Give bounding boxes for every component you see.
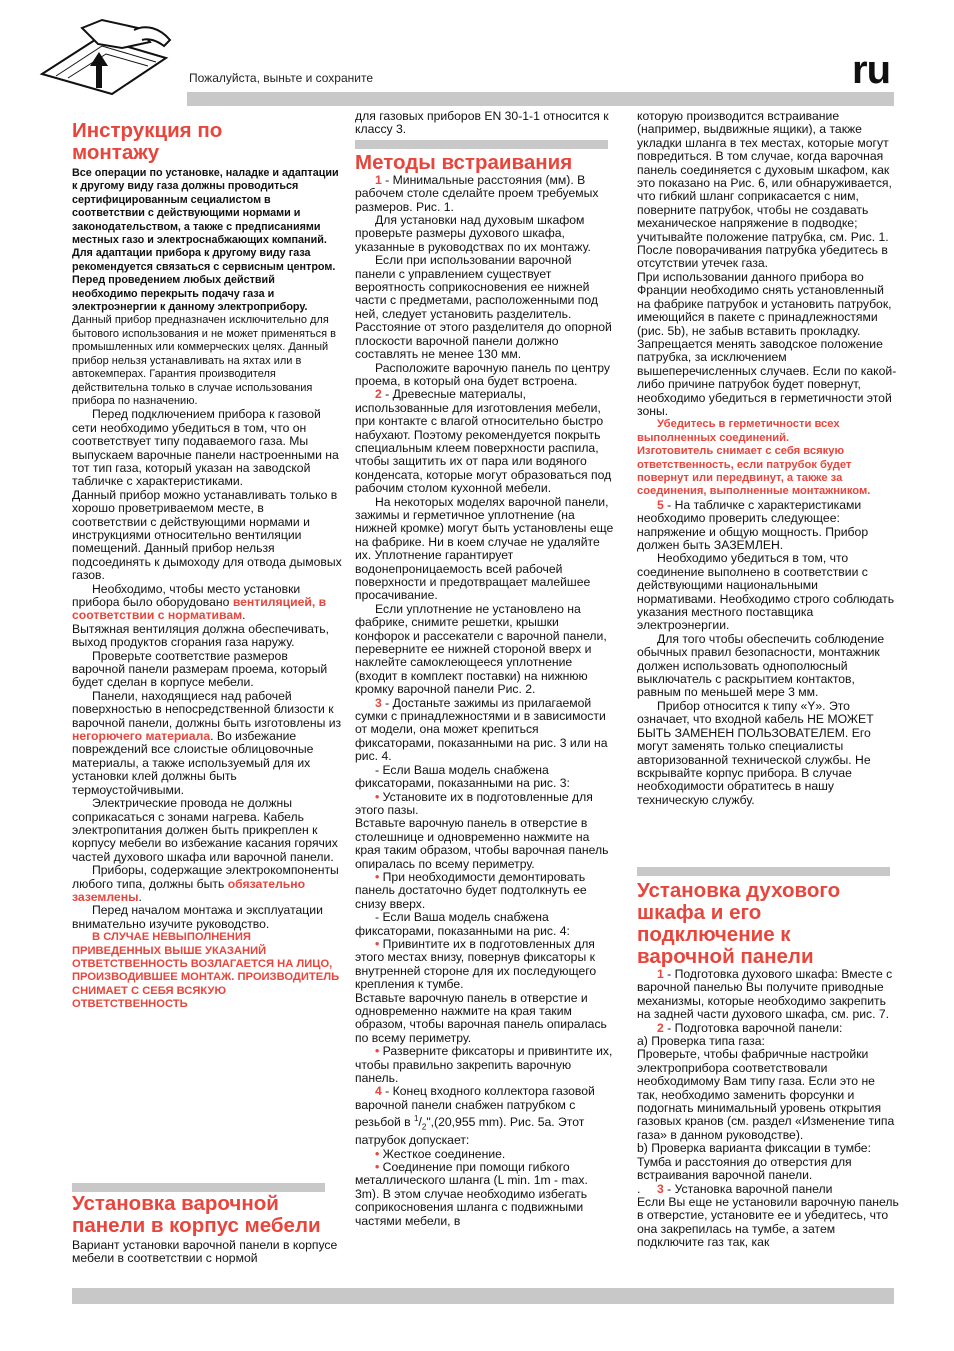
bottom-divider-bar <box>72 1288 894 1304</box>
language-code: ru <box>852 48 890 92</box>
fraction-denominator: 2 <box>421 1122 427 1132</box>
column-1 <box>72 120 342 1012</box>
text: При необходимости демонтировать панель достаточно будет подтолкнуть ее снизу вверх. <box>355 869 587 911</box>
bold-paragraph: Перед проведением любых действий необходимо перекрыть подачу газа и электроэнергии к данному электроприбору. <box>72 274 308 314</box>
paragraph: При использовании данного прибора во Франции необходимо снять установленный на фабрике патрубок и установить патрубок, имеющийся в пакете с принадлежностями (рис. 5b), не забыв вставить прокладку. <box>637 269 892 338</box>
warning-text: Убедитесь в герметичности всех выполненных соединений. <box>637 418 840 444</box>
paragraph <box>637 968 899 1022</box>
paragraph: Если при использовании варочной панели с управлением существует вероятность соприкосновения ее нижней части с предметами, расположенными под ней, следует установить разделитель. Расстояние от этого разделителя до опорной плоскости варочной панели должно составлять не менее 130 мм. <box>355 253 612 362</box>
paragraph: Проверьте соответствие размеров варочной панели размерам проема, который будет сделан в корпусе мебели. <box>72 648 328 690</box>
paragraph: 4 - Конец входного коллектора газовой варочной панели снабжен патрубком с резьбой в $^1/_2",(20,955$ mm). Рис. 5а. Этот патрубок допускает: <box>355 1084 595 1148</box>
paragraph <box>637 499 899 553</box>
hand-book-arrow-icon <box>38 18 178 101</box>
paragraph: Для того чтобы обеспечить соблюдение обычных правил безопасности, монтажник должен использовать однополюсный выключатель с раскрытием контактов, равным по меньшей мере 3 мм. <box>637 631 885 700</box>
text: . Во избежание повреждений все слоистые облицовочные материалы, а также используемый для их установки клей должны быть термоустойчивыми. <box>72 729 314 797</box>
paragraph <box>355 938 615 992</box>
step-number: 1 <box>375 172 382 187</box>
paragraph <box>355 697 615 764</box>
paragraph: Проверьте, чтобы фабричные настройки электроприбора соответствовали необходимому Вам типу газа. Если это не так, необходимо заменить форсунки и подогнать минимальный уровень открытия газовых кранов (см. раздел «Изменение типа газа» в данном руководстве). <box>637 1047 895 1142</box>
bold-paragraph: Все операции по установке, наладке и адаптации к другому виду газа должны проводиться сертифицированным сециалистом в соответствии с действующими нормами и законодательством, а также с предписаниями местных газо и электроснабжающих компаний. <box>72 167 339 247</box>
text: . <box>138 889 142 904</box>
text: Панели, находящиеся над рабочей поверхностью в непосредственной близости к варочной панели, должны быть изготовлены из <box>72 688 342 730</box>
paragraph: На некоторых моделях варочной панели, зажимы и герметичное уплотнение (на нижней кромке) могут быть установлены еще на фабрике. Ни в коем случае не удаляйте их. Уплотнение гарантирует водонепроницаемость всей рабочей поверхности и предотвращает малейшее просачивание. <box>355 494 614 603</box>
paragraph: Вариант установки варочной панели в корпусе мебели в соответствии с нормой <box>72 1238 338 1266</box>
paragraph: Необходимо убедиться в том, что соединение выполнено в соответствии с действующими национальными нормативами. Необходимо строго соблюдать указания местного поставщика электроэнергии. <box>637 551 895 633</box>
step-number: 2 <box>375 387 382 402</box>
paragraph: Если уплотнение не установлено на фабрике, снимите решетки, крышки конфорок и рассекатели с варочной панели, переверните ее нижней стороной вверх и наклейте самоклеющееся уплотнение (входит в комплект поставки) на нижнюю кромку варочной панели Рис. 2. <box>355 601 607 697</box>
bullet: • <box>375 1159 380 1174</box>
text: - Минимальные расстояния (мм). В рабочем столе сделайте проем требуемых размеров. Рис. 1. <box>355 172 599 214</box>
paragraph: Запрещается менять заводское положение патрубка, за исключением вышеперечисленных случаев. Если по какой-либо причине патрубок будет повернут, необходимо убедиться в герметичности этой зоны. <box>637 336 897 418</box>
paragraph <box>355 388 615 495</box>
section-divider <box>72 1183 325 1192</box>
fraction-numerator: 1 <box>414 1114 419 1124</box>
column-1-bottom <box>72 1193 342 1266</box>
text: - Конец входного коллектора газовой варочной панели снабжен патрубком с резьбой в <box>355 1084 595 1130</box>
paragraph: Данный прибор предназначен исключительно для бытового использования и не может применяться в промышленных или коммерческих целях. Данный прибор нельзя устанавливать на яхтах или в автокемперах. Гарантия производителя действительна только в случае использования прибора по назначению. <box>72 314 337 407</box>
column-2 <box>355 110 615 1228</box>
text: - Подготовка варочной панели: <box>663 1020 843 1035</box>
text: . <box>637 1181 641 1196</box>
paragraph: Для установки над духовым шкафом проверьте размеры духового шкафа, указанные в руководствах по их монтажу. <box>355 213 591 254</box>
bullet: • <box>375 1146 380 1161</box>
text: Жесткое соединение. <box>379 1146 506 1161</box>
text: Привинтите их в подготовленных для этого местах внизу, повернув фиксаторы к внутренней стороне для их последующего крепления к тумбе. <box>355 936 597 992</box>
text: . <box>242 608 246 623</box>
paragraph <box>72 690 342 797</box>
text: Установите их в подготовленные для этого пазы. <box>355 789 593 817</box>
text: Соединение при помощи гибкого металлического шланга (L min. 1m - max. 3m). В этом случае необходимо избегать соприкосновения шланга с подвижными частями мебели, в <box>355 1159 588 1228</box>
paragraph: Электрические провода не должны соприкасаться с зонами нагрева. Кабель электропитания должен быть прикреплен к корпусу мебели во избежание касания горячих частей духового шкафа или варочной панели. <box>72 796 338 864</box>
paragraph: Вставьте варочную панель в отверстие и одновременно нажмите на края таким образом, чтобы варочная панель опиралась по всему периметру. <box>355 990 607 1045</box>
text: ",(20,955 mm). Рис. 5а. Этот патрубок допускает: <box>355 1115 585 1148</box>
text: - Древесные материалы, использованные для изготовления мебели, при контакте с влагой относительно быстро набухают. Поэтому рекомендуется покрыть специальным клеем поверхности распила, чтобы защитить их от пара или водяного конденсата, которые могут образоваться под рабочим столом кухонной мебели. <box>355 387 612 496</box>
paragraph: Прибор относится к типу «Y». Это означает, что входной кабель НЕ МОЖЕТ БЫТЬ ЗАМЕНЕН ПОЛЬЗОВАТЕЛЕМ. Его могут заменять только специалисты авторизованной технической службы. Не вскрывайте корпус прибора. В случае необходимости обратитесь в нашу техническую службу. <box>637 698 874 807</box>
text: - На табличке с характеристиками необходимо проверить следующее: напряжение и общую мощность. Прибор должен быть ЗАЗЕМЛЕН. <box>637 497 869 552</box>
text: Необходимо, чтобы место установки прибора было оборудовано <box>72 581 301 609</box>
paragraph: для газовых приборов EN 30-1-1 относится к классу 3. <box>355 109 609 137</box>
text: - Достаньте зажимы из прилагаемой сумки с принадлежностями и в зависимости от модели, она может крепиться фиксаторами, показанными на рис. 3 или на рис. 4. <box>355 695 608 764</box>
header-note: Пожалуйста, выньте и сохраните <box>189 71 374 85</box>
paragraph: Вставьте варочную панель в отверстие в столешнице и одновременно нажмите на края таким образом, чтобы варочная панель опиралась по всему периметру. <box>355 816 609 871</box>
paragraph: а) Проверка типа газа: <box>637 1034 765 1049</box>
step-number: 4 <box>375 1084 382 1099</box>
column-3 <box>637 110 899 807</box>
paragraph <box>355 791 615 818</box>
paragraph <box>355 174 615 214</box>
column-3-bottom <box>637 880 899 1250</box>
highlight-text: обязательно заземлены <box>72 876 306 904</box>
text: - Подготовка духового шкафа: Вместе с варочной панелью Вы получите приводные механизмы, которые необходимо закрепить на задней части духового шкафа, см. рис. 7. <box>637 967 893 1022</box>
paragraph <box>637 1183 899 1196</box>
paragraph <box>355 871 615 911</box>
bullet: • <box>375 1044 380 1059</box>
paragraph <box>355 1148 615 1161</box>
bullet: • <box>375 789 380 804</box>
paragraph: - Если Ваша модель снабжена фиксаторами, показанными на рис. 3: <box>355 762 570 791</box>
paragraph: которую производится встраивание (например, выдвижные ящики), а также укладки шланга в тех местах, которые могут повредиться. В том случае, когда варочная панель соединяется с духовым шкафом, как это показано на Рис. 6, или обнаруживается, что гибкий шланг соприкасается с ним, поверните патрубок, чтобы не создавать механическое напряжение в подводке; учитывайте положение патрубка, см. Рис. 1. После поворачивания патрубка убедитесь в отсутствии утечек газа. <box>637 109 892 271</box>
warning-text: В СЛУЧАЕ НЕВЫПОЛНЕНИЯ ПРИВЕДЕННЫХ ВЫШЕ УКАЗАНИЙ ОТВЕТСТВЕННОСТЬ ВОЗЛАГАЕТСЯ НА ЛИЦО, ПРОИЗВОДИВШЕЕ МОНТАЖ. ПРОИЗВОДИТЕЛЬ СНИМАЕТ С СЕБЯ ВСЯКУЮ ОТВЕТСТВЕННОСТЬ <box>72 931 340 1011</box>
warning-text: Изготовитель снимает с себя всякую ответственность, если патрубок будет повернут или передвинут, а также за соединения, выполненные монтажником. <box>637 445 871 498</box>
paragraph <box>72 583 342 623</box>
paragraph: Перед подключением прибора к газовой сети необходимо убедиться в том, что он соответствует типу подаваемого газа. Мы выпускаем варочные панели настроенными на тот тип газа, который указан на заводской табличке с характеристиками. <box>72 407 339 489</box>
step-number: 1 <box>657 967 664 981</box>
section-heading: Методы встраивания <box>355 150 573 174</box>
text: - Установка варочной панели <box>663 1181 833 1196</box>
section-heading: Установка варочной панели в корпус мебели <box>72 1192 321 1237</box>
text: Приборы, содержащие электрокомпоненты любого типа, должны быть <box>72 863 339 891</box>
paragraph: Расположите варочную панель по центру проема, в который она будет встроена. <box>355 360 611 388</box>
highlight-text: негорючего материала <box>72 729 211 744</box>
bold-paragraph: Для адаптации прибора к другому виду газа рекомендуется связаться с сервисным центром. <box>72 247 336 273</box>
paragraph: Перед началом монтажа и эксплуатации внимательно изучите руководство. <box>72 903 323 931</box>
bullet: • <box>375 869 380 884</box>
paragraph <box>637 1022 899 1035</box>
bullet: • <box>375 936 380 951</box>
step-number: 2 <box>657 1020 664 1035</box>
section-heading: Инструкция по монтажу <box>72 119 223 164</box>
paragraph: Данный прибор можно устанавливать только в хорошо проветриваемом месте, в соответствии с действующими нормами и инструкциями относительно вентиляции помещений. Данный прибор нельзя подсоединять к дымоходу для отвода дымовых газов. <box>72 487 342 583</box>
paragraph: Вытяжная вентиляция должна обеспечивать, выход продуктов сгорания газа наружу. <box>72 621 330 650</box>
step-number: 3 <box>657 1181 664 1196</box>
highlight-text: вентиляцией, в соответствии с нормативам <box>72 595 327 623</box>
paragraph <box>355 1161 615 1228</box>
section-heading: Установка духового шкафа и его подключение к варочной панели <box>637 879 841 968</box>
step-number: 5 <box>657 497 664 512</box>
paragraph <box>355 1045 615 1085</box>
paragraph: b) Проверка варианта фиксации в тумбе: Тумба и расстояния до отверстия для встраивания варочной панели. <box>637 1141 871 1183</box>
section-divider <box>637 867 890 876</box>
top-divider-bar <box>187 92 894 106</box>
paragraph: - Если Ваша модель снабжена фиксаторами, показанными на рис. 4: <box>355 910 570 938</box>
paragraph: Если Вы еще не установили варочную панель в отверстие, установите ее и убедитесь, что она закрепилась на тумбе, а затем подключите газ так, как <box>637 1194 899 1250</box>
section-divider <box>355 140 608 149</box>
text: Разверните фиксаторы и привинтите их, чтобы правильно закрепить варочную панель. <box>355 1044 613 1086</box>
paragraph <box>72 864 342 904</box>
step-number: 3 <box>375 695 382 710</box>
